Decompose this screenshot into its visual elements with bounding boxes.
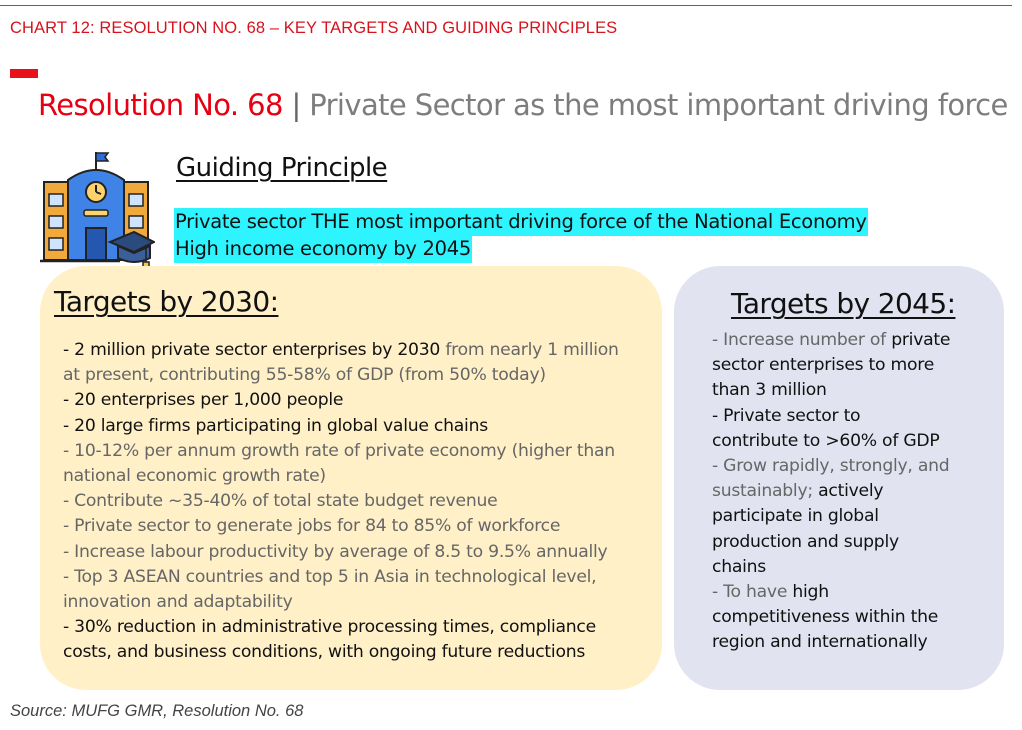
list-item: national economic growth rate)	[63, 466, 326, 487]
list-item: chains	[712, 556, 766, 577]
guiding-principle-line-1: Private sector THE most important driving force of the National Economy	[174, 208, 868, 236]
list-item: - Increase number of private	[712, 330, 951, 350]
page-title	[38, 88, 1008, 122]
guiding-principle-line-2: High income economy by 2045	[174, 235, 472, 263]
targets-2030-list	[63, 338, 648, 666]
targets-2045-list	[712, 328, 997, 656]
list-item: production and supply	[712, 531, 899, 552]
list-item: innovation and adaptability	[63, 592, 293, 613]
title-resolution: Resolution No. 68	[38, 88, 283, 122]
school-building-graduation-cap-icon	[40, 150, 155, 272]
list-item: - 20 large firms participating in global value chains	[63, 415, 488, 436]
list-item: sustainably; actively	[712, 481, 884, 502]
list-item: costs, and business conditions, with ongoing future reductions	[63, 642, 586, 663]
guiding-principle-title: Guiding Principle	[176, 153, 388, 183]
list-item: - 2 million private sector enterprises by 2030 from nearly 1 million	[63, 340, 619, 360]
list-item: contribute to >60% of GDP	[712, 430, 940, 451]
list-item: - To have high	[712, 582, 829, 603]
title-subtitle: Private Sector as the most important driving force	[309, 88, 1008, 122]
list-item: - Top 3 ASEAN countries and top 5 in Asia in technological level,	[63, 566, 597, 587]
list-item: sector enterprises to more	[712, 355, 935, 376]
list-item: - 10-12% per annum growth rate of private economy (higher than	[63, 440, 615, 461]
list-item: at present, contributing 55-58% of GDP (from 50% today)	[63, 365, 546, 386]
list-item: participate in global	[712, 506, 879, 527]
list-item: - Contribute ~35-40% of total state budget revenue	[63, 491, 498, 512]
list-item: - Grow rapidly, strongly, and	[712, 456, 950, 477]
list-item: - 20 enterprises per 1,000 people	[63, 390, 344, 411]
red-accent-mark	[10, 69, 38, 78]
title-separator: |	[291, 88, 301, 122]
list-item: - Increase labour productivity by average of 8.5 to 9.5% annually	[63, 541, 608, 562]
list-item: - Private sector to generate jobs for 84 to 85% of workforce	[63, 516, 561, 537]
list-item: - Private sector to	[712, 405, 861, 426]
chart-label: CHART 12: RESOLUTION NO. 68 – KEY TARGETS AND GUIDING PRINCIPLES	[10, 19, 618, 37]
list-item: competitiveness within the	[712, 607, 939, 628]
targets-2045-title: Targets by 2045:	[731, 287, 956, 320]
top-rule	[0, 5, 1012, 6]
list-item: than 3 million	[712, 380, 827, 401]
list-item: - 30% reduction in administrative processing times, compliance	[63, 617, 596, 638]
list-item: region and internationally	[712, 632, 928, 653]
source-note: Source: MUFG GMR, Resolution No. 68	[10, 702, 304, 720]
targets-2030-title: Targets by 2030:	[54, 285, 279, 318]
